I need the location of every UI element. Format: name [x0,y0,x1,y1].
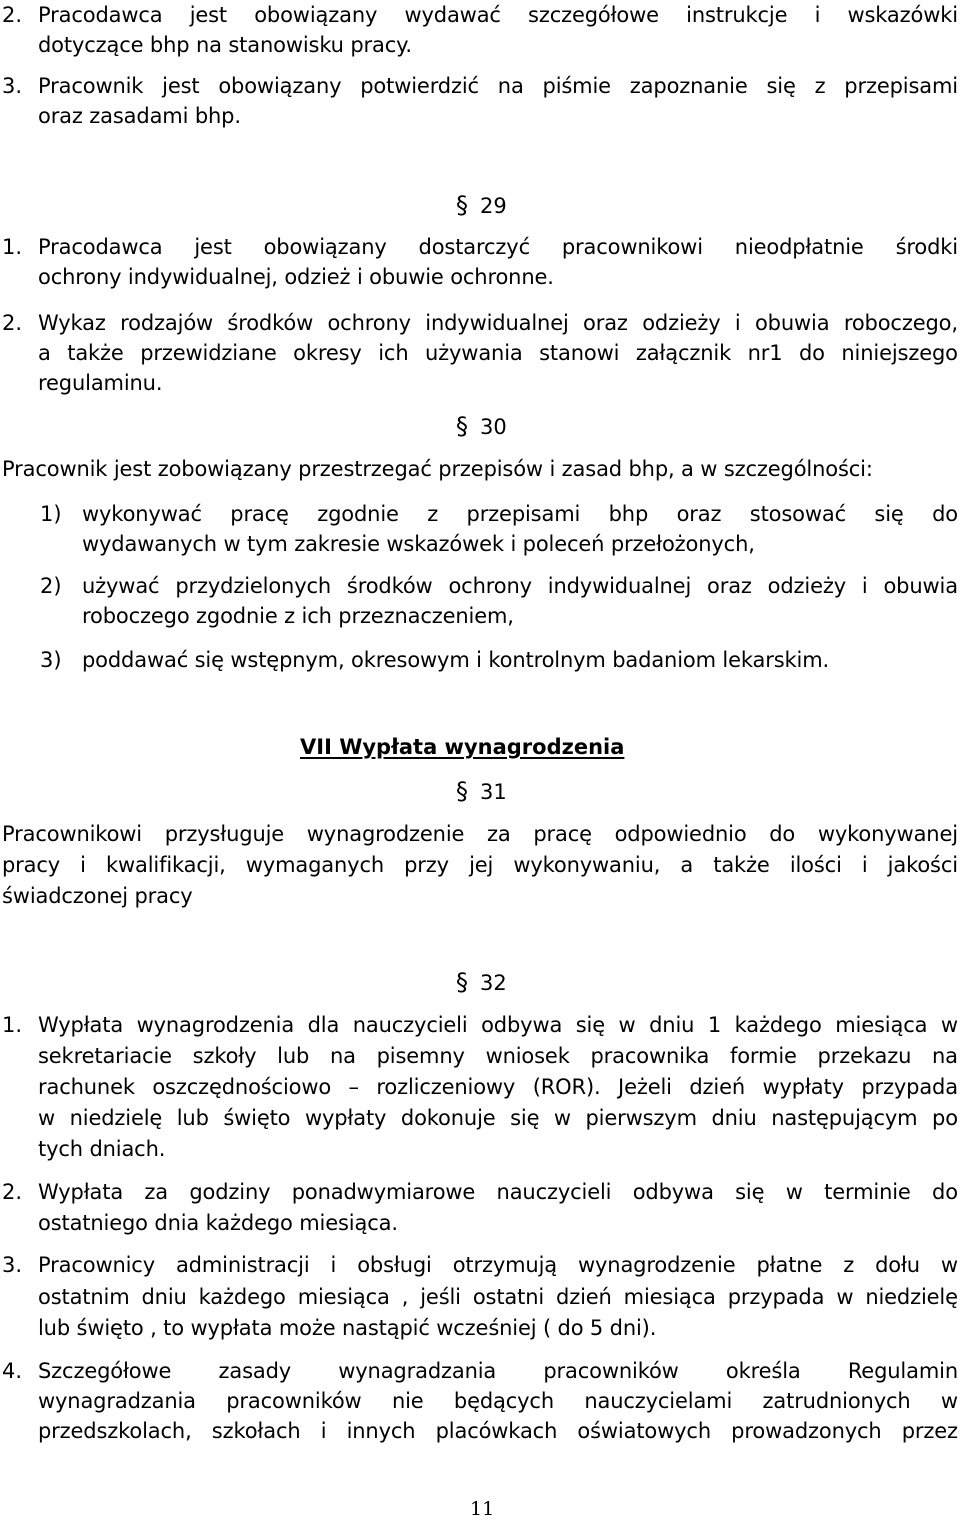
word: przedszkolach, [38,1419,192,1443]
word: wykonywać [82,502,202,526]
word: w [940,1253,958,1277]
word: – [348,1075,359,1099]
word: dołu [875,1253,920,1277]
word: 1 [707,1013,722,1037]
word: się [510,1106,540,1130]
word: miesiąca [297,1285,390,1309]
word: będących [453,1389,554,1413]
word: i [734,311,741,335]
word: do [798,341,825,365]
word: w [940,1013,958,1037]
list-number: 2. [2,1180,23,1204]
word: wynagrodzenie [577,1253,736,1277]
word: nie [391,1389,424,1413]
word: Wypłata [38,1180,124,1204]
word: pracownikowi [561,235,703,259]
word: i [814,3,821,27]
list-item-line [38,0,958,30]
word: przypada [727,1285,825,1309]
word: i [330,1253,337,1277]
word: odzieży [642,311,721,335]
word: potwierdzić [360,74,479,98]
word: dla [307,1013,340,1037]
word: po [932,1106,958,1130]
word: się [874,502,904,526]
word: stanowi [539,341,620,365]
word: Pracodawca [38,3,163,27]
word: wymaganych [245,853,385,877]
word: oświatowych [577,1419,711,1443]
word: dniu [711,1106,757,1130]
list-number: 1. [2,1013,23,1037]
word: zasady [218,1359,292,1383]
section-sign: § [456,191,468,219]
word: indywidualnej [425,311,569,335]
section-number: 32 [480,971,507,995]
word: miesiąca [835,1013,928,1037]
word: lub [277,1044,310,1068]
section-sign: § [456,777,468,805]
word: nauczycielami [584,1389,733,1413]
word: płatne [756,1253,823,1277]
word: stosować [749,502,846,526]
word: a [38,341,51,365]
word: jest [194,235,232,259]
word: formie [729,1044,797,1068]
word: rachunek [38,1075,135,1099]
list-item-line: oraz zasadami bhp. [38,104,241,128]
word: administracji [175,1253,310,1277]
section-sign: § [456,968,468,996]
word: piśmie [542,74,611,98]
word: Szczegółowe [38,1359,172,1383]
word: obsługi [357,1253,432,1277]
list-item-line [38,1041,958,1071]
word: w [836,1285,854,1309]
word: każdego [734,1013,822,1037]
word: przekazu [817,1044,912,1068]
word: pracowników [543,1359,679,1383]
word: niniejszego [841,341,958,365]
list-number: 3) [40,648,62,672]
paragraph-line [2,819,958,849]
word: także [713,853,770,877]
word: z [814,74,826,98]
word: i [80,853,86,877]
word: przez [901,1419,958,1443]
word: dniu [649,1013,695,1037]
word: z [843,1253,855,1277]
word: obuwia [754,311,830,335]
word: obowiązany [218,74,342,98]
list-item-line [38,308,958,338]
word: Pracownikowi [2,822,142,846]
word: za [487,822,511,846]
section-marker [456,967,507,998]
word: środków [346,574,433,598]
word: wypłaty [762,1075,844,1099]
word: z [427,502,439,526]
word: otrzymują [452,1253,557,1277]
word: do [769,822,796,846]
word: przepisami [466,502,581,526]
list-item-line [38,1010,958,1040]
word: wykonywaniu, [513,853,661,877]
section-sign: § [456,412,468,440]
word: niedzielę [865,1285,958,1309]
word: pracę [230,502,289,526]
list-item-line: poddawać się wstępnym, okresowym i kontrolnym badaniom lekarskim. [82,648,830,672]
word: zgodnie [317,502,399,526]
word: szkoły [192,1044,257,1068]
section-marker [456,190,507,221]
word: zapoznanie [629,74,748,98]
word: obowiązany [263,235,387,259]
word: do [932,502,958,526]
list-number: 4. [2,1359,23,1383]
word: wynagradzania [338,1359,497,1383]
word: nr1 [747,341,783,365]
list-item-line [38,71,958,101]
word: pierwszym [585,1106,697,1130]
word: w [553,1106,571,1130]
word: ochrony [448,574,532,598]
word: się [575,1013,605,1037]
word: przydzielonych [175,574,332,598]
word: terminie [824,1180,911,1204]
word: przy [404,853,449,877]
word: odzieży [767,574,847,598]
word: używania [425,341,523,365]
chapter-heading: VII Wypłata wynagrodzenia [300,735,625,759]
word: instrukcje [686,3,788,27]
list-item-line: dotyczące bhp na stanowisku pracy. [38,33,412,57]
word: przysługuje [164,822,285,846]
word: przepisami [844,74,958,98]
word: dzień [556,1285,612,1309]
word: i [320,1419,327,1443]
word: przewidziane [140,341,277,365]
word: wniosek [485,1044,570,1068]
section-marker [456,411,507,442]
word: środków [227,311,314,335]
word: nieodpłatnie [734,235,864,259]
word: się [766,74,796,98]
list-item-line [38,1072,958,1102]
word: niedzielę [69,1106,163,1130]
word: lub [176,1106,209,1130]
word: wypłaty [304,1106,387,1130]
list-item-line: wydawanych w tym zakresie wskazówek i poleceń przełożonych, [82,532,755,556]
list-item-line [38,1250,958,1280]
word: na [329,1044,356,1068]
word: w [618,1013,636,1037]
list-item-line: ostatniego dnia każdego miesiąca. [38,1211,398,1235]
word: pisemny [376,1044,465,1068]
list-item-line: roboczego zgodnie z ich przeznaczeniem, [82,604,514,628]
list-item-line: regulaminu. [38,371,163,395]
list-item-line [38,1386,958,1416]
word: nauczycieli [352,1013,468,1037]
word: oraz [676,502,722,526]
word: ostatni [472,1285,545,1309]
page-number: 11 [470,1498,495,1520]
word: roboczego, [843,311,958,335]
word: załącznik [635,341,732,365]
word: pracę [533,822,592,846]
word: jeśli [420,1285,461,1309]
list-number: 2) [40,574,62,598]
word: placówkach [435,1419,558,1443]
list-number: 3. [2,1253,23,1277]
word: Pracownik [38,74,144,98]
word: jakości [887,853,958,877]
word: innych [346,1419,416,1443]
word: indywidualnej [547,574,692,598]
word: pracownika [590,1044,710,1068]
word: Wypłata [38,1013,124,1037]
list-item-line [38,1177,958,1207]
word: prowadzonych [731,1419,882,1443]
word: nauczycieli [496,1180,612,1204]
list-number: 2. [2,3,23,27]
word: odbywa [481,1013,563,1037]
word: ich [378,341,409,365]
word: zatrudnionych [762,1389,911,1413]
word: za [144,1180,168,1204]
word: się [735,1180,765,1204]
word: jest [189,3,228,27]
word: jej [469,853,494,877]
paragraph-line: świadczonej pracy [2,884,193,908]
word: Jeżeli [618,1075,672,1099]
word: miesiąca [623,1285,716,1309]
list-number: 1. [2,235,23,259]
word: do [932,1180,958,1204]
word: dzień [689,1075,745,1099]
word: przypada [861,1075,958,1099]
word: wykonywanej [817,822,958,846]
word: a [680,853,694,877]
section-marker [456,776,507,807]
list-number: 2. [2,311,23,335]
section-number: 30 [480,415,507,439]
word: (ROR). [532,1075,601,1099]
word: wynagrodzenia [136,1013,295,1037]
word: ostatnim [38,1285,130,1309]
section-number: 29 [480,194,507,218]
word: oraz [583,311,628,335]
word: jest [162,74,200,98]
word: Pracodawca [38,235,163,259]
list-number: 1) [40,502,62,526]
word: Pracownicy [38,1253,155,1277]
list-item-line: lub święto , to wypłata może nastąpić wcześniej ( do 5 dni). [38,1316,657,1340]
word: godziny [189,1180,271,1204]
word: kwalifikacji, [105,853,226,877]
word: wynagrodzenie [306,822,465,846]
word: Wykaz [38,311,106,335]
word: oraz [707,574,752,598]
word: środki [895,235,958,259]
list-item-line [38,232,958,262]
list-item-line [82,571,958,601]
word: Regulamin [847,1359,958,1383]
word: ilości [789,853,842,877]
paragraph-line [2,850,958,880]
word: bhp [608,502,649,526]
word: ochrony [327,311,411,335]
word: każdego [198,1285,286,1309]
word: rozliczeniowy [376,1075,516,1099]
list-number: 3. [2,74,23,98]
word: święto [223,1106,291,1130]
list-item-line: tych dniach. [38,1137,166,1161]
paragraph: Pracownik jest zobowiązany przestrzegać przepisów i zasad bhp, a w szczególności: [2,457,873,481]
list-item-line [38,1103,958,1133]
word: szczegółowe [528,3,659,27]
word: dniu [141,1285,187,1309]
list-item-line [38,1416,958,1446]
word: sekretariacie [38,1044,172,1068]
word: w [940,1389,958,1413]
word: rodzajów [120,311,214,335]
word: następującym [771,1106,918,1130]
word: oszczędnościowo [152,1075,332,1099]
word: wydawać [404,3,501,27]
word: określa [725,1359,801,1383]
word: odbywa [632,1180,714,1204]
word: pracy [2,853,61,877]
word: używać [82,574,160,598]
word: obuwia [883,574,958,598]
word: na [497,74,524,98]
list-item-line [82,499,958,529]
section-number: 31 [480,780,507,804]
word: w [38,1106,56,1130]
word: dostarczyć [418,235,530,259]
word: także [67,341,124,365]
word: i [861,574,868,598]
word: w [785,1180,803,1204]
word: pracowników [226,1389,362,1413]
word: ponadwymiarowe [291,1180,476,1204]
list-item-line: ochrony indywidualnej, odzież i obuwie ochronne. [38,265,554,289]
list-item-line [38,1356,958,1386]
list-item-line [38,338,958,368]
word: wskazówki [847,3,958,27]
word: odpowiednio [614,822,747,846]
word: dokonuje [400,1106,496,1130]
word: na [932,1044,958,1068]
word: szkołach [211,1419,301,1443]
list-item-line [38,1282,958,1312]
word: wynagradzania [38,1389,196,1413]
word: i [861,853,868,877]
word: okresy [293,341,362,365]
word: , [401,1285,409,1309]
word: obowiązany [254,3,378,27]
